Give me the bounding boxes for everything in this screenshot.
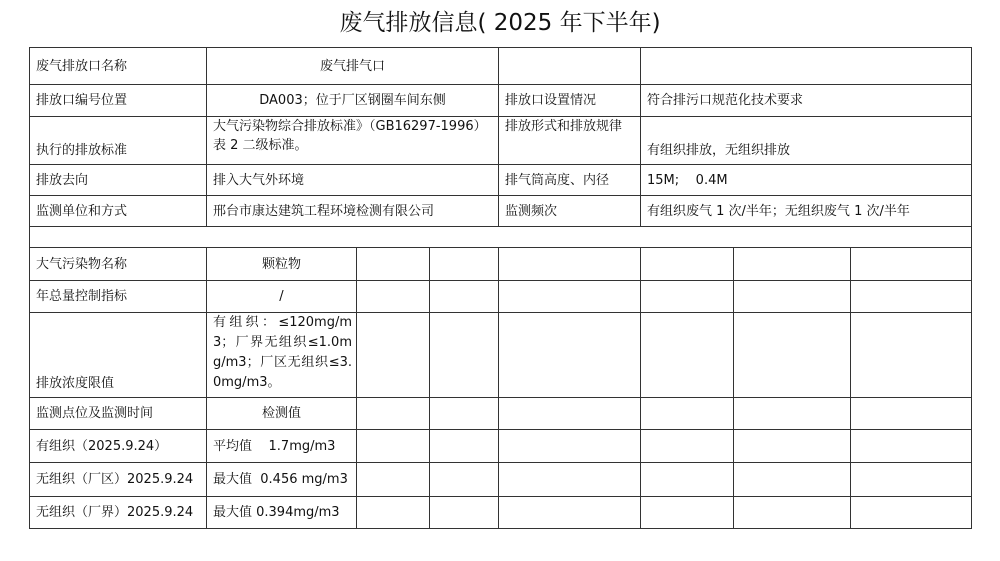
empty-cell [357, 463, 430, 497]
table-row [30, 165, 972, 196]
empty-cell [641, 430, 734, 463]
monitor-point-label: 监测点位及监测时间 [30, 398, 207, 430]
empty-cell [641, 398, 734, 430]
emission-table [29, 47, 972, 529]
limit-value: 有组织：≤120mg/m3；厂界无组织≤1.0mg/m3；厂区无组织≤3.0mg/m3。 [207, 313, 357, 398]
empty-cell [851, 497, 972, 529]
empty-cell [499, 430, 641, 463]
empty-cell [641, 497, 734, 529]
empty-cell [30, 227, 972, 248]
standard-value: 大气污染物综合排放标准》（GB16297-1996）表 2 二级标准。 [207, 117, 499, 165]
empty-cell [430, 248, 499, 281]
empty-cell [430, 463, 499, 497]
empty-cell [499, 463, 641, 497]
total-control-label: 年总量控制指标 [30, 281, 207, 313]
table-row [30, 196, 972, 227]
outlet-setting-value: 符合排污口规范化技术要求 [641, 85, 972, 117]
table-row [30, 313, 972, 398]
empty-cell [357, 248, 430, 281]
outlet-name-label: 废气排放口名称 [30, 48, 207, 85]
outlet-name-value: 废气排气口 [207, 48, 499, 85]
table-row [30, 398, 972, 430]
frequency-label: 监测频次 [499, 196, 641, 227]
outlet-setting-label: 排放口设置情况 [499, 85, 641, 117]
empty-cell [499, 248, 641, 281]
form-value: 有组织排放，无组织排放 [641, 117, 972, 165]
table-row [30, 85, 972, 117]
empty-cell [734, 313, 851, 398]
direction-label: 排放去向 [30, 165, 207, 196]
outlet-code-label: 排放口编号位置 [30, 85, 207, 117]
empty-cell [734, 281, 851, 313]
direction-value: 排入大气外环境 [207, 165, 499, 196]
empty-cell [430, 497, 499, 529]
empty-cell [430, 313, 499, 398]
empty-cell [499, 497, 641, 529]
result-value: 平均值 1.7mg/m3 [207, 430, 357, 463]
table-row [30, 430, 972, 463]
monitor-unit-value: 邢台市康达建筑工程环境检测有限公司 [207, 196, 499, 227]
table-row [30, 463, 972, 497]
empty-cell [641, 281, 734, 313]
frequency-value: 有组织废气 1 次/半年；无组织废气 1 次/半年 [641, 196, 972, 227]
monitor-point-value: 检测值 [207, 398, 357, 430]
empty-cell [851, 248, 972, 281]
empty-cell [357, 398, 430, 430]
table-row [30, 117, 972, 165]
spacer-row [30, 227, 972, 248]
empty-cell [734, 497, 851, 529]
monitor-unit-label: 监测单位和方式 [30, 196, 207, 227]
form-label: 排放形式和排放规律 [499, 117, 641, 165]
empty-cell [734, 248, 851, 281]
table-row [30, 248, 972, 281]
stack-label: 排气筒高度、内径 [499, 165, 641, 196]
limit-label: 排放浓度限值 [30, 313, 207, 398]
empty-cell [499, 313, 641, 398]
result-value: 最大值 0.456 mg/m3 [207, 463, 357, 497]
page-title: 废气排放信息( 2025 年下半年) [339, 10, 661, 36]
empty-cell [641, 248, 734, 281]
empty-cell [430, 430, 499, 463]
empty-cell [357, 281, 430, 313]
empty-cell [851, 463, 972, 497]
stack-value: 15M; 0.4M [641, 165, 972, 196]
empty-cell [734, 398, 851, 430]
pollutant-name-value: 颗粒物 [207, 248, 357, 281]
empty-cell [357, 497, 430, 529]
empty-cell [641, 48, 972, 85]
result-label: 无组织（厂界）2025.9.24 [30, 497, 207, 529]
result-value: 最大值 0.394mg/m3 [207, 497, 357, 529]
standard-label: 执行的排放标准 [30, 117, 207, 165]
empty-cell [641, 313, 734, 398]
result-label: 无组织（厂区）2025.9.24 [30, 463, 207, 497]
empty-cell [430, 281, 499, 313]
result-label: 有组织（2025.9.24） [30, 430, 207, 463]
empty-cell [499, 398, 641, 430]
empty-cell [734, 430, 851, 463]
total-control-value: / [207, 281, 357, 313]
outlet-code-value: DA003；位于厂区钢圈车间东侧 [207, 85, 499, 117]
empty-cell [641, 463, 734, 497]
pollutant-name-label: 大气污染物名称 [30, 248, 207, 281]
empty-cell [851, 313, 972, 398]
empty-cell [499, 48, 641, 85]
empty-cell [734, 463, 851, 497]
table-row [30, 281, 972, 313]
empty-cell [357, 313, 430, 398]
empty-cell [499, 281, 641, 313]
table-row [30, 497, 972, 529]
empty-cell [851, 281, 972, 313]
empty-cell [430, 398, 499, 430]
table-row [30, 48, 972, 85]
empty-cell [851, 398, 972, 430]
empty-cell [357, 430, 430, 463]
empty-cell [851, 430, 972, 463]
